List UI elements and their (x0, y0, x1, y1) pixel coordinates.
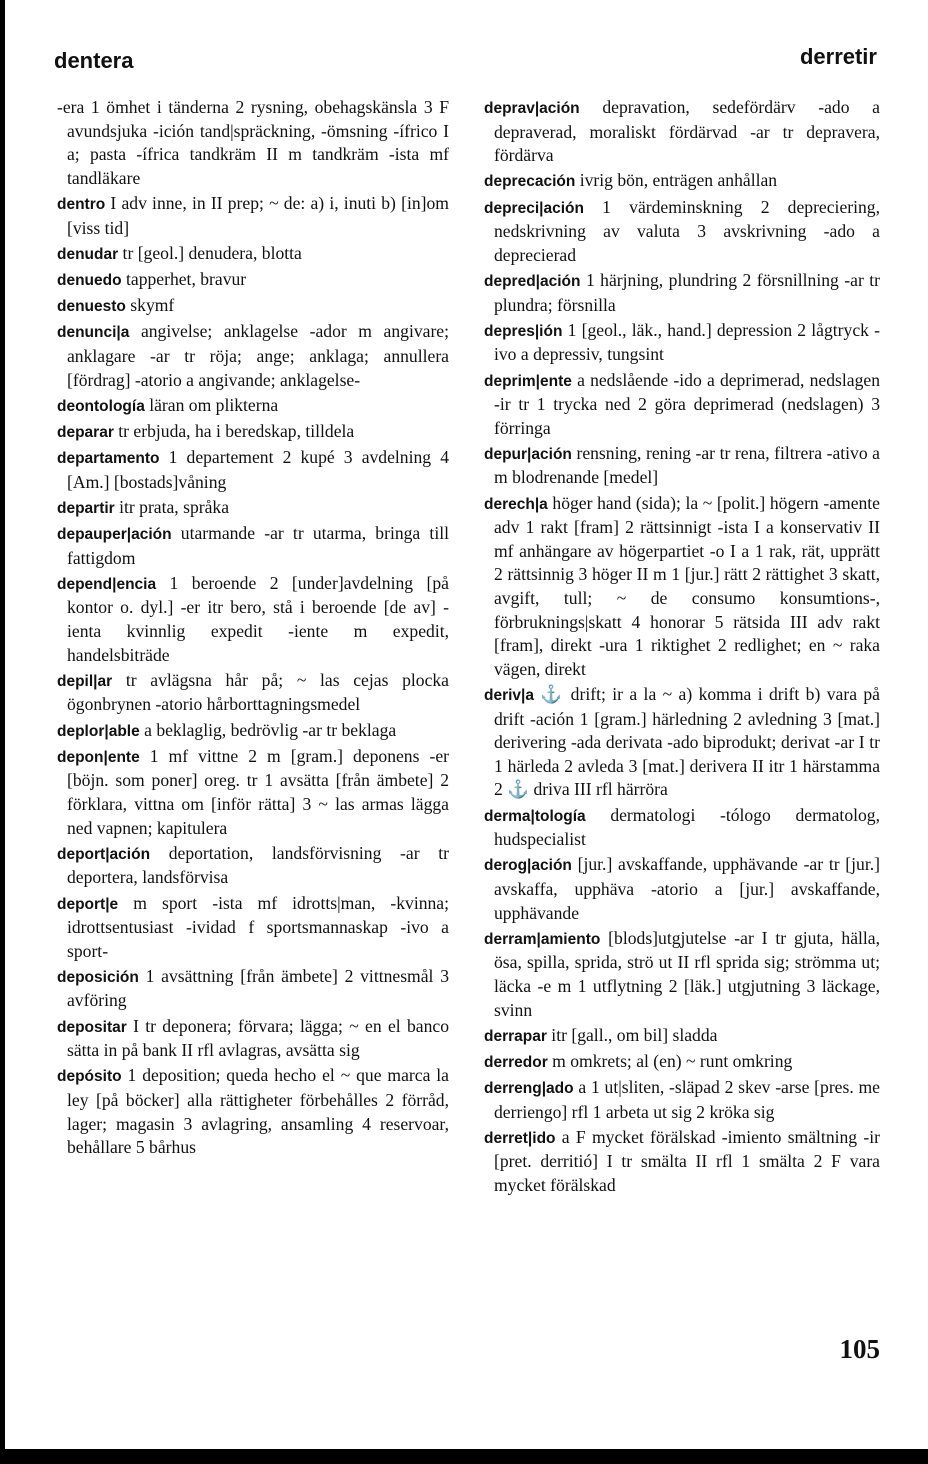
dictionary-entry (484, 169, 880, 194)
entry-definition: deportation, landsförvisning -ar tr deportera, landsförvisa (67, 842, 449, 888)
entry-definition: a nedslående -ido a deprimerad, nedslagen -ir tr 1 trycka ned 2 göra deprimerad (nedslagen) 3 förringa (494, 369, 880, 438)
entry-definition: a F mycket förälskad -imiento smältning -ir [pret. derritió] I tr smälta II rfl 1 smälta 2 F vara mycket förälskad (494, 1126, 880, 1196)
dictionary-entry (57, 446, 449, 494)
entry-definition: [blods]utgjutelse -ar I tr gjuta, hälla, ösa, spilla, sprida, strö ut II rfl sprida sig; strömma ut; läcka -e m 1 utflytning 2 [läk.] utgjutning 3 läckage, svinn (494, 927, 880, 1020)
entry-definition: 1 avsättning [från ämbete] 2 vittnesmål 3 avföring (67, 965, 449, 1011)
entry-headword: deriv|a (484, 687, 535, 704)
entry-definition: tapperhet, bravur (121, 268, 247, 289)
dictionary-entry (484, 1126, 880, 1198)
entry-headword: depósito (57, 1068, 122, 1086)
entry-definition: I adv inne, in II prep; ~ de: a) i, inuti b) [in]om [viss tid] (67, 192, 449, 238)
entry-headword: dentro (57, 195, 106, 213)
entry-headword: denuesto (57, 298, 126, 316)
entry-definition: rensning, rening -ar tr rena, filtrera -ativo a m blodrenande [medel] (494, 442, 880, 488)
dictionary-entry (484, 804, 880, 852)
entry-definition: tr avlägsna hår på; ~ las cejas plocka ögonbrynen -atorio hårborttagningsmedel (67, 669, 449, 715)
entry-definition: depravation, sedefördärv -ado a depraverad, moraliskt fördärvad -ar tr depravera, fördärva (494, 97, 880, 166)
dictionary-entry (484, 269, 880, 317)
entry-headword: depreci|ación (484, 199, 584, 217)
entry-headword: derram|amiento (484, 930, 601, 948)
dictionary-entry (57, 719, 449, 744)
entry-headword: deparar (57, 423, 114, 441)
dictionary-entry (57, 96, 449, 190)
dictionary-entry (484, 1024, 880, 1049)
dictionary-entry (57, 669, 449, 717)
entry-definition: skymf (125, 295, 175, 316)
entry-definition: itr prata, språka (114, 496, 230, 517)
entry-headword: denudar (57, 245, 119, 263)
running-header-left: dentera (54, 48, 134, 73)
entry-definition: a beklaglig, bedrövlig -ar tr beklaga (139, 719, 397, 740)
entry-headword: derma|tología (484, 807, 586, 825)
entry-headword: depon|ente (57, 748, 140, 766)
entry-headword: depauper|ación (57, 526, 172, 544)
right-column (484, 96, 880, 1199)
entry-headword: denuedo (57, 271, 122, 289)
entry-headword: derredor (484, 1053, 548, 1071)
entry-definition: -era 1 ömhet i tänderna 2 rysning, obehagskänsla 3 F avundsjuka -ición tand|spräckning, -ömsning -ífrico I a; pasta -ífrica tandkräm II m tandkräm -ista mf tandläkare (57, 97, 449, 188)
running-header-right: derretir (799, 44, 877, 69)
entry-definition: m omkrets; al (en) ~ runt omkring (547, 1050, 793, 1071)
entry-headword: derog|ación (484, 857, 572, 875)
entry-headword: depositar (57, 1018, 127, 1036)
dictionary-entry (484, 369, 880, 441)
entry-definition: 1 [geol., läk., hand.] depression 2 lågtryck -ivo a depressiv, tungsint (494, 319, 880, 365)
entry-definition: dermatologi -tólogo dermatolog, hudspecialist (494, 804, 880, 850)
entry-definition: 1 värdeminskning 2 depreciering, nedskrivning av valuta 3 avskrivning -ado a deprecierad (494, 196, 880, 265)
entry-headword: departamento (57, 450, 160, 468)
entry-headword: derrapar (484, 1027, 547, 1045)
dictionary-entry (57, 1015, 449, 1063)
dictionary-entry (484, 492, 880, 682)
dictionary-entry (57, 420, 449, 445)
dictionary-entry (484, 319, 880, 367)
entry-definition: ⚓ drift; ir a la ~ a) komma i drift b) vara på drift -ación 1 [gram.] härledning 2 avledning 3 [mat.] derivering -ada derivata -ado biprodukt; derivat -ar I tr 1 härleda 2 avleda 3 [mat.] derivera II itr 1 härstamma 2 ⚓ driva III rfl härröra (494, 684, 880, 800)
dictionary-entry (484, 1076, 880, 1124)
entry-headword: deprav|ación (484, 100, 580, 117)
dictionary-entry (57, 572, 449, 667)
entry-headword: depil|ar (57, 672, 113, 690)
dictionary-entry (57, 192, 449, 240)
entry-headword: denunci|a (57, 324, 130, 342)
entry-headword: depur|ación (484, 445, 572, 463)
dictionary-entry (57, 394, 449, 419)
entry-headword: deport|ación (57, 845, 151, 863)
scan-border-bottom (0, 1449, 928, 1464)
dictionary-entry (484, 683, 880, 802)
entry-definition: tr [geol.] denudera, blotta (118, 242, 302, 263)
entry-definition: ivrig bön, enträgen anhållan (575, 170, 778, 191)
entry-definition: a 1 ut|sliten, -släpad 2 skev -arse [pres. me derriengo] rfl 1 arbeta ut sig 2 kröka sig (494, 1077, 880, 1122)
entry-headword: deplor|able (57, 722, 140, 740)
dictionary-entry (57, 892, 449, 964)
entry-definition: 1 härjning, plundring 2 försnillning -ar tr plundra; försnilla (494, 269, 880, 315)
entry-definition: 1 beroende 2 [under]avdelning [på kontor o. dyl.] -er itr bero, stå i beroende [de av] -ienta kvinnlig expedit -iente m expedit, handelsbiträde (67, 572, 449, 665)
dictionary-entry (57, 745, 449, 840)
entry-definition: 1 deposition; queda hecho el ~ que marca la ley [på böcker] alla rättigheter förbehålles 2 förråd, lager; magasin 3 avlagring, ansamling 4 reservoar, behållare 5 bårhus (67, 1065, 449, 1158)
entry-headword: derreng|ado (484, 1080, 574, 1098)
entry-headword: deposición (57, 968, 139, 986)
scan-border-left (0, 0, 5, 1464)
entry-headword: depred|ación (484, 272, 581, 290)
entry-headword: deontología (57, 397, 145, 415)
dictionary-entry (484, 96, 880, 168)
dictionary-entry (484, 927, 880, 1022)
dictionary-entry (57, 965, 449, 1013)
dictionary-entry (57, 496, 449, 521)
entry-headword: departir (57, 499, 115, 517)
dictionary-entry (57, 842, 449, 890)
entry-definition: läran om plikterna (144, 394, 279, 415)
dictionary-entry (57, 268, 449, 293)
entry-headword: deprecación (484, 173, 576, 191)
dictionary-entry (484, 442, 880, 490)
entry-definition: m sport -ista mf idrotts|man, -kvinna; idrottsentusiast -ividad f sportsmannaskap -ivo a sport- (67, 892, 449, 961)
entry-headword: depend|encia (57, 575, 157, 593)
page-number: 105 (839, 1334, 880, 1364)
entry-definition: I tr deponera; förvara; lägga; ~ en el banco sätta in på bank II rfl avlagras, avsätta sig (67, 1015, 449, 1061)
dictionary-entry (484, 1050, 880, 1075)
entry-definition: 1 departement 2 kupé 3 avdelning 4 [Am.] [bostads]våning (67, 447, 449, 492)
entry-definition: höger hand (sida); la ~ [polit.] högern -amente adv 1 rakt [fram] 2 rättsinnigt -ista I a konservativ II mf anhängare av högerpartiet -o I a 1 rak, rät, upprätt 2 rättsinnig 3 höger II m 1 [jur.] rätt 2 rättighet 3 skatt, avgift, tull; ~ de consumo konsumtions-, förbruknings|skatt 4 honorar 5 rätsida III adv rakt [fram], direkt -ura 1 riktighet 2 redlighet; en ~ raka vägen, direkt (494, 492, 880, 679)
dictionary-entry (57, 320, 449, 392)
entry-definition: utarmande -ar tr utarma, bringa till fattigdom (67, 523, 449, 568)
entry-headword: deport|e (57, 895, 119, 913)
dictionary-entry (484, 196, 880, 268)
entry-definition: angivelse; anklagelse -ador m angivare; anklagare -ar tr röja; ange; anklaga; annullera [fördrag] -atorio a angivande; anklagelse- (67, 321, 449, 390)
dictionary-entry (57, 1064, 449, 1159)
dictionary-entry (57, 242, 449, 267)
entry-headword: deprim|ente (484, 372, 572, 390)
dictionary-entry (57, 522, 449, 570)
entry-definition: tr erbjuda, ha i beredskap, tilldela (113, 420, 355, 441)
entry-definition: 1 mf vittne 2 m [gram.] deponens -er [böjn. som poner] oreg. tr 1 avsätta [från ämbete] 2 förklara, vittna om [inför rätta] 3 ~ las armas lägga ned vapnen; kapitulera (67, 745, 449, 838)
entry-headword: derech|a (484, 495, 548, 513)
entry-definition: itr [gall., om bil] sladda (546, 1024, 718, 1045)
entry-headword: derret|ido (484, 1129, 556, 1147)
left-column (57, 96, 449, 1161)
dictionary-entry (57, 294, 449, 319)
dictionary-entry (484, 853, 880, 925)
entry-definition: [jur.] avskaffande, upphävande -ar tr [jur.] avskaffa, upphäva -atorio a [jur.] avskaffande, upphävande (494, 854, 880, 923)
entry-headword: depres|ión (484, 322, 563, 340)
